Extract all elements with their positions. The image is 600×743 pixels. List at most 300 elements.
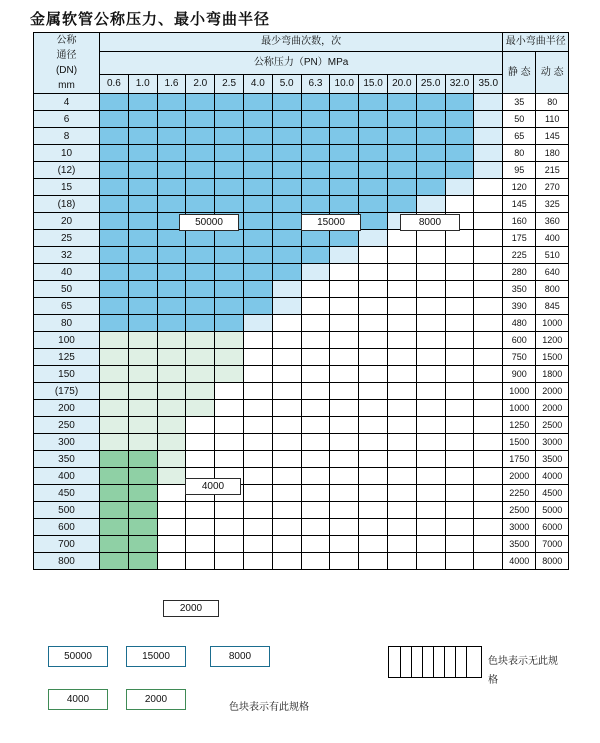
dn-value: 50 <box>34 281 100 298</box>
cell-r24-c8 <box>330 502 359 519</box>
radius-dynamic-value: 2000 <box>536 383 569 400</box>
cell-r19-c11 <box>416 417 445 434</box>
dn-value: 450 <box>34 485 100 502</box>
cell-r11-c8 <box>330 281 359 298</box>
pressure-col-header-0: 0.6 <box>100 75 129 94</box>
cell-r0-c6 <box>272 94 301 111</box>
cell-r15-c4 <box>215 349 244 366</box>
pressure-col-header-2: 1.6 <box>157 75 186 94</box>
cell-r11-c12 <box>445 281 474 298</box>
cell-r27-c10 <box>387 553 416 570</box>
cell-r0-c12 <box>445 94 474 111</box>
cell-r21-c7 <box>301 451 330 468</box>
table-row <box>34 298 569 315</box>
cell-r10-c6 <box>272 264 301 281</box>
cell-r15-c2 <box>157 349 186 366</box>
cell-r6-c8 <box>330 196 359 213</box>
radius-dynamic-value: 145 <box>536 128 569 145</box>
table-row <box>34 94 569 111</box>
dn-header-line-4: mm <box>58 80 75 91</box>
cell-r23-c2 <box>157 485 186 502</box>
cell-r9-c3 <box>186 247 215 264</box>
cell-r16-c3 <box>186 366 215 383</box>
cell-r23-c10 <box>387 485 416 502</box>
table-row <box>34 196 569 213</box>
cell-r1-c11 <box>416 111 445 128</box>
cell-r18-c11 <box>416 400 445 417</box>
dn-header-line-3: (DN) <box>55 65 78 76</box>
cell-r5-c6 <box>272 179 301 196</box>
cell-r20-c13 <box>474 434 503 451</box>
cell-r27-c8 <box>330 553 359 570</box>
dn-value: 20 <box>34 213 100 230</box>
cell-r9-c6 <box>272 247 301 264</box>
cell-r24-c5 <box>243 502 272 519</box>
cell-r12-c13 <box>474 298 503 315</box>
cell-r24-c11 <box>416 502 445 519</box>
cell-r14-c7 <box>301 332 330 349</box>
cell-r17-c7 <box>301 383 330 400</box>
cell-r22-c0 <box>100 468 129 485</box>
cell-r5-c7 <box>301 179 330 196</box>
cell-r13-c4 <box>215 315 244 332</box>
cell-r21-c8 <box>330 451 359 468</box>
cell-r15-c6 <box>272 349 301 366</box>
cell-r27-c4 <box>215 553 244 570</box>
cell-r12-c1 <box>128 298 157 315</box>
cell-r16-c12 <box>445 366 474 383</box>
cell-r4-c11 <box>416 162 445 179</box>
dn-value: (175) <box>34 383 100 400</box>
dn-value: 15 <box>34 179 100 196</box>
cell-r18-c6 <box>272 400 301 417</box>
cell-r4-c2 <box>157 162 186 179</box>
dn-value: 25 <box>34 230 100 247</box>
radius-static-header: 静 态 <box>503 52 536 94</box>
cell-r10-c0 <box>100 264 129 281</box>
cell-r25-c5 <box>243 519 272 536</box>
cell-r8-c2 <box>157 230 186 247</box>
cell-r3-c13 <box>474 145 503 162</box>
table-row <box>34 536 569 553</box>
cell-r23-c6 <box>272 485 301 502</box>
dn-value: 250 <box>34 417 100 434</box>
table-header-row-1 <box>34 33 569 52</box>
cell-r4-c3 <box>186 162 215 179</box>
cell-r24-c10 <box>387 502 416 519</box>
table-row <box>34 349 569 366</box>
cell-r25-c11 <box>416 519 445 536</box>
table-row <box>34 519 569 536</box>
dn-value: (12) <box>34 162 100 179</box>
table-header-row-2 <box>34 52 569 75</box>
cell-r13-c7 <box>301 315 330 332</box>
cell-r18-c4 <box>215 400 244 417</box>
cell-r10-c4 <box>215 264 244 281</box>
bend-count-group-header: 最少弯曲次数，次 <box>100 33 503 52</box>
cell-r21-c2 <box>157 451 186 468</box>
pressure-col-header-12: 32.0 <box>445 75 474 94</box>
cell-r3-c8 <box>330 145 359 162</box>
cell-r3-c6 <box>272 145 301 162</box>
cell-r25-c8 <box>330 519 359 536</box>
cell-r25-c2 <box>157 519 186 536</box>
cell-r19-c8 <box>330 417 359 434</box>
cell-r16-c4 <box>215 366 244 383</box>
cell-r9-c1 <box>128 247 157 264</box>
cell-r2-c11 <box>416 128 445 145</box>
cell-r3-c7 <box>301 145 330 162</box>
pressure-col-header-5: 4.0 <box>243 75 272 94</box>
cell-r2-c7 <box>301 128 330 145</box>
cell-r18-c13 <box>474 400 503 417</box>
cell-r17-c1 <box>128 383 157 400</box>
cell-r17-c13 <box>474 383 503 400</box>
pressure-group-header: 公称压力（PN）MPa <box>100 52 503 75</box>
cell-r22-c8 <box>330 468 359 485</box>
cell-r23-c1 <box>128 485 157 502</box>
cell-r18-c12 <box>445 400 474 417</box>
radius-dynamic-value: 6000 <box>536 519 569 536</box>
cell-r4-c9 <box>359 162 388 179</box>
cell-r6-c0 <box>100 196 129 213</box>
cell-r14-c10 <box>387 332 416 349</box>
dn-value: 10 <box>34 145 100 162</box>
cell-r27-c0 <box>100 553 129 570</box>
cell-r26-c4 <box>215 536 244 553</box>
cell-r1-c2 <box>157 111 186 128</box>
cell-r16-c9 <box>359 366 388 383</box>
cell-r2-c4 <box>215 128 244 145</box>
radius-static-value: 1750 <box>503 451 536 468</box>
cell-r27-c3 <box>186 553 215 570</box>
cell-r25-c10 <box>387 519 416 536</box>
cell-r6-c7 <box>301 196 330 213</box>
cell-r0-c13 <box>474 94 503 111</box>
cell-r8-c13 <box>474 230 503 247</box>
cell-r10-c9 <box>359 264 388 281</box>
radius-dynamic-value: 80 <box>536 94 569 111</box>
cell-r16-c6 <box>272 366 301 383</box>
cell-r24-c1 <box>128 502 157 519</box>
cell-r21-c13 <box>474 451 503 468</box>
cell-r18-c1 <box>128 400 157 417</box>
cell-r26-c3 <box>186 536 215 553</box>
cell-r5-c10 <box>387 179 416 196</box>
cell-r21-c0 <box>100 451 129 468</box>
cell-r6-c13 <box>474 196 503 213</box>
cell-r24-c6 <box>272 502 301 519</box>
no-spec-swatch <box>388 646 482 678</box>
cell-r21-c12 <box>445 451 474 468</box>
cell-r21-c3 <box>186 451 215 468</box>
cell-r26-c7 <box>301 536 330 553</box>
cell-r20-c11 <box>416 434 445 451</box>
cell-r5-c8 <box>330 179 359 196</box>
cell-r24-c7 <box>301 502 330 519</box>
cell-r25-c6 <box>272 519 301 536</box>
cell-r22-c7 <box>301 468 330 485</box>
cell-r25-c7 <box>301 519 330 536</box>
radius-dynamic-value: 4500 <box>536 485 569 502</box>
cell-r19-c7 <box>301 417 330 434</box>
cell-r6-c11 <box>416 196 445 213</box>
cell-r11-c2 <box>157 281 186 298</box>
cell-r19-c6 <box>272 417 301 434</box>
cell-r2-c1 <box>128 128 157 145</box>
cell-r8-c0 <box>100 230 129 247</box>
cell-r8-c9 <box>359 230 388 247</box>
cell-r6-c9 <box>359 196 388 213</box>
table-row <box>34 162 569 179</box>
cell-r21-c5 <box>243 451 272 468</box>
dn-value: 100 <box>34 332 100 349</box>
cell-r1-c3 <box>186 111 215 128</box>
cell-r3-c2 <box>157 145 186 162</box>
cell-r11-c13 <box>474 281 503 298</box>
cell-r13-c6 <box>272 315 301 332</box>
cell-r16-c5 <box>243 366 272 383</box>
radius-dynamic-value: 7000 <box>536 536 569 553</box>
cell-r10-c7 <box>301 264 330 281</box>
cell-r14-c9 <box>359 332 388 349</box>
cell-r17-c6 <box>272 383 301 400</box>
radius-static-value: 1250 <box>503 417 536 434</box>
pressure-col-header-11: 25.0 <box>416 75 445 94</box>
pressure-col-header-3: 2.0 <box>186 75 215 94</box>
dn-header-line-2: 通径 <box>56 50 77 61</box>
cell-r6-c6 <box>272 196 301 213</box>
dn-value: 500 <box>34 502 100 519</box>
dn-value: 80 <box>34 315 100 332</box>
cell-r26-c6 <box>272 536 301 553</box>
cell-r1-c8 <box>330 111 359 128</box>
cell-r9-c10 <box>387 247 416 264</box>
cell-r25-c13 <box>474 519 503 536</box>
cell-r23-c0 <box>100 485 129 502</box>
cell-r5-c12 <box>445 179 474 196</box>
cell-r13-c11 <box>416 315 445 332</box>
cell-r21-c11 <box>416 451 445 468</box>
cell-r19-c10 <box>387 417 416 434</box>
radius-static-value: 280 <box>503 264 536 281</box>
cell-r14-c8 <box>330 332 359 349</box>
cell-r0-c2 <box>157 94 186 111</box>
cell-r0-c1 <box>128 94 157 111</box>
cell-r20-c9 <box>359 434 388 451</box>
dn-value: 600 <box>34 519 100 536</box>
dn-value: 700 <box>34 536 100 553</box>
cell-r3-c0 <box>100 145 129 162</box>
cell-r4-c10 <box>387 162 416 179</box>
cell-r16-c7 <box>301 366 330 383</box>
cell-r27-c13 <box>474 553 503 570</box>
legend <box>33 636 567 726</box>
dn-value: 800 <box>34 553 100 570</box>
cell-r26-c8 <box>330 536 359 553</box>
cell-r14-c0 <box>100 332 129 349</box>
radius-dynamic-value: 1200 <box>536 332 569 349</box>
cell-r24-c3 <box>186 502 215 519</box>
cell-r0-c5 <box>243 94 272 111</box>
cell-r19-c1 <box>128 417 157 434</box>
cell-r20-c1 <box>128 434 157 451</box>
radius-static-value: 35 <box>503 94 536 111</box>
cell-r14-c3 <box>186 332 215 349</box>
cell-r8-c4 <box>215 230 244 247</box>
radius-static-value: 350 <box>503 281 536 298</box>
cell-r11-c11 <box>416 281 445 298</box>
cell-r6-c1 <box>128 196 157 213</box>
cell-r16-c10 <box>387 366 416 383</box>
dn-header-cell <box>34 33 100 94</box>
cell-r5-c13 <box>474 179 503 196</box>
radius-static-value: 65 <box>503 128 536 145</box>
cell-r18-c7 <box>301 400 330 417</box>
cell-r24-c2 <box>157 502 186 519</box>
radius-static-value: 4000 <box>503 553 536 570</box>
cell-r25-c12 <box>445 519 474 536</box>
radius-static-value: 2250 <box>503 485 536 502</box>
cell-r26-c11 <box>416 536 445 553</box>
dn-value: 40 <box>34 264 100 281</box>
cell-r18-c0 <box>100 400 129 417</box>
radius-static-value: 175 <box>503 230 536 247</box>
cell-r2-c5 <box>243 128 272 145</box>
cell-r15-c0 <box>100 349 129 366</box>
radius-dynamic-value: 3000 <box>536 434 569 451</box>
pressure-col-header-9: 15.0 <box>359 75 388 94</box>
dn-value: 350 <box>34 451 100 468</box>
cell-r2-c0 <box>100 128 129 145</box>
table-row <box>34 400 569 417</box>
cell-r10-c1 <box>128 264 157 281</box>
dn-value: 32 <box>34 247 100 264</box>
cell-r22-c5 <box>243 468 272 485</box>
pressure-col-header-7: 6.3 <box>301 75 330 94</box>
cell-r22-c12 <box>445 468 474 485</box>
cell-r18-c3 <box>186 400 215 417</box>
cell-r1-c6 <box>272 111 301 128</box>
radius-dynamic-value: 325 <box>536 196 569 213</box>
cell-r17-c3 <box>186 383 215 400</box>
legend-note-no-spec: 色块表示无此规格 <box>488 656 558 686</box>
legend-box-8000: 8000 <box>210 646 270 667</box>
cell-r20-c6 <box>272 434 301 451</box>
cell-r26-c2 <box>157 536 186 553</box>
cell-r19-c4 <box>215 417 244 434</box>
cell-r15-c1 <box>128 349 157 366</box>
radius-static-value: 145 <box>503 196 536 213</box>
dn-value: 4 <box>34 94 100 111</box>
cell-r18-c9 <box>359 400 388 417</box>
cell-r12-c6 <box>272 298 301 315</box>
dn-value: 125 <box>34 349 100 366</box>
cell-r27-c11 <box>416 553 445 570</box>
radius-static-value: 2000 <box>503 468 536 485</box>
cell-r15-c5 <box>243 349 272 366</box>
cell-r10-c11 <box>416 264 445 281</box>
cell-r1-c9 <box>359 111 388 128</box>
dn-header-line-1: 公称 <box>56 35 77 46</box>
cell-r9-c13 <box>474 247 503 264</box>
table-row <box>34 366 569 383</box>
cell-r11-c9 <box>359 281 388 298</box>
radius-dynamic-value: 1800 <box>536 366 569 383</box>
cell-r14-c6 <box>272 332 301 349</box>
radius-dynamic-value: 360 <box>536 213 569 230</box>
cell-r11-c3 <box>186 281 215 298</box>
cell-r6-c10 <box>387 196 416 213</box>
cell-r17-c10 <box>387 383 416 400</box>
table-row <box>34 451 569 468</box>
cell-r7-c0 <box>100 213 129 230</box>
cell-r13-c12 <box>445 315 474 332</box>
cell-r23-c9 <box>359 485 388 502</box>
overlay-label-50000: 50000 <box>179 214 239 231</box>
cell-r0-c11 <box>416 94 445 111</box>
cell-r13-c0 <box>100 315 129 332</box>
cell-r8-c7 <box>301 230 330 247</box>
cell-r5-c9 <box>359 179 388 196</box>
radius-static-value: 1000 <box>503 400 536 417</box>
cell-r2-c9 <box>359 128 388 145</box>
cell-r13-c1 <box>128 315 157 332</box>
cell-r1-c0 <box>100 111 129 128</box>
radius-static-value: 95 <box>503 162 536 179</box>
cell-r6-c3 <box>186 196 215 213</box>
cell-r14-c12 <box>445 332 474 349</box>
pressure-col-header-10: 20.0 <box>387 75 416 94</box>
cell-r5-c0 <box>100 179 129 196</box>
cell-r22-c10 <box>387 468 416 485</box>
cell-r22-c6 <box>272 468 301 485</box>
cell-r16-c1 <box>128 366 157 383</box>
radius-static-value: 1000 <box>503 383 536 400</box>
cell-r2-c13 <box>474 128 503 145</box>
cell-r9-c8 <box>330 247 359 264</box>
cell-r11-c10 <box>387 281 416 298</box>
cell-r12-c12 <box>445 298 474 315</box>
cell-r27-c9 <box>359 553 388 570</box>
cell-r20-c7 <box>301 434 330 451</box>
cell-r11-c4 <box>215 281 244 298</box>
cell-r5-c11 <box>416 179 445 196</box>
cell-r0-c0 <box>100 94 129 111</box>
cell-r27-c12 <box>445 553 474 570</box>
cell-r8-c12 <box>445 230 474 247</box>
cell-r26-c0 <box>100 536 129 553</box>
cell-r11-c7 <box>301 281 330 298</box>
cell-r25-c1 <box>128 519 157 536</box>
cell-r20-c2 <box>157 434 186 451</box>
cell-r8-c10 <box>387 230 416 247</box>
cell-r23-c8 <box>330 485 359 502</box>
cell-r4-c6 <box>272 162 301 179</box>
cell-r14-c5 <box>243 332 272 349</box>
cell-r17-c4 <box>215 383 244 400</box>
cell-r9-c12 <box>445 247 474 264</box>
radius-dynamic-value: 4000 <box>536 468 569 485</box>
cell-r19-c12 <box>445 417 474 434</box>
cell-r4-c0 <box>100 162 129 179</box>
cell-r3-c1 <box>128 145 157 162</box>
cell-r23-c12 <box>445 485 474 502</box>
cell-r24-c13 <box>474 502 503 519</box>
cell-r1-c4 <box>215 111 244 128</box>
cell-r12-c10 <box>387 298 416 315</box>
cell-r12-c9 <box>359 298 388 315</box>
